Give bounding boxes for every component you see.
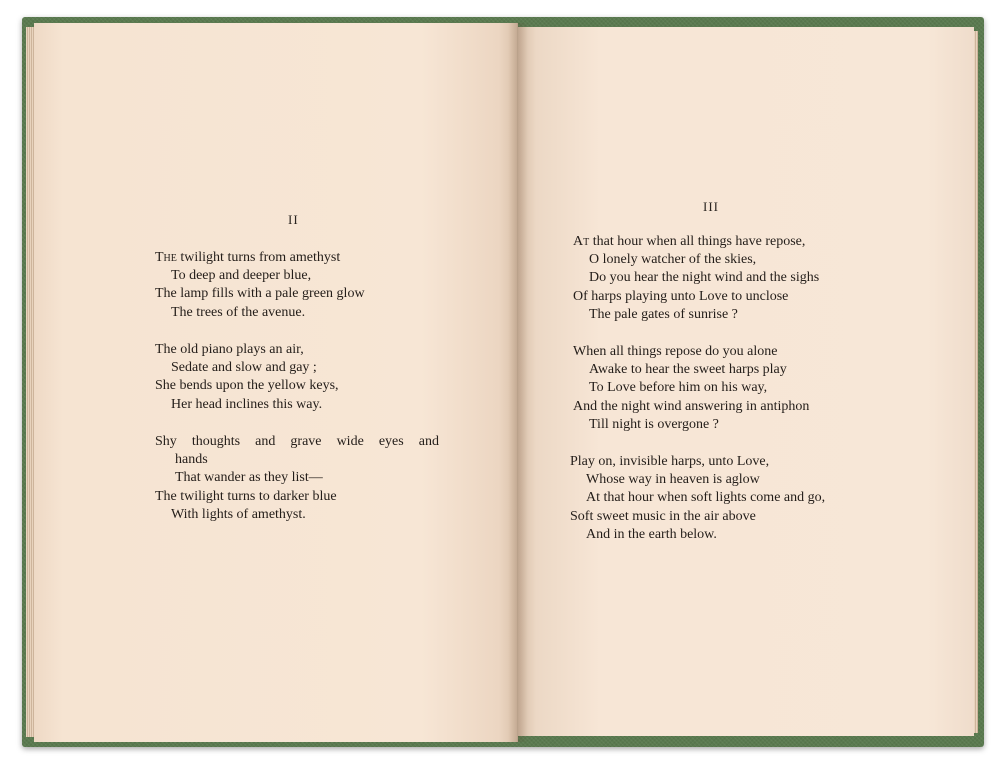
poem-line: Play on, invisible harps, unto Love,: [570, 454, 770, 469]
poem-line: Her head inclines this way.: [171, 396, 323, 412]
poem-line: At that hour when all things have repose,: [573, 234, 806, 249]
stanza-3: [155, 433, 439, 524]
poem-line: And the night wind answering in antiphon: [573, 398, 810, 414]
poem-line: Shy thoughts and grave wide eyes and: [155, 434, 439, 449]
poem-line: Whose way in heaven is aglow: [586, 472, 760, 488]
poem-line: When all things repose do you alone: [573, 344, 778, 359]
poem-line: To deep and deeper blue,: [171, 268, 312, 284]
poem-line: And in the earth below.: [586, 526, 717, 542]
poem-line: Do you hear the night wind and the sighs: [589, 270, 820, 286]
poem-line: O lonely watcher of the skies,: [589, 252, 757, 268]
stanza-1: [573, 233, 819, 324]
poem-line: hands: [175, 452, 208, 468]
poem-line: With lights of amethyst.: [171, 506, 306, 522]
poem-line: That wander as they list—: [175, 470, 323, 486]
stanza-2: [155, 341, 339, 414]
poem-line: Awake to hear the sweet harps play: [589, 362, 787, 378]
poem-line: Soft sweet music in the air above: [570, 508, 756, 524]
poem-line: The old piano plays an air,: [155, 342, 304, 357]
poem-line: At that hour when soft lights come and go,: [586, 490, 826, 506]
poem-line: The twilight turns to darker blue: [155, 488, 337, 504]
poem-line: She bends upon the yellow keys,: [155, 378, 339, 394]
poem-line: The twilight turns from amethyst: [155, 250, 341, 265]
stanza-1: [155, 249, 365, 322]
stanza-2: [573, 343, 809, 434]
section-numeral: III: [703, 199, 719, 214]
poem-line: Sedate and slow and gay ;: [171, 360, 317, 376]
poem-line: The pale gates of sunrise ?: [589, 306, 738, 322]
section-numeral: II: [288, 212, 299, 227]
poem-line: The trees of the avenue.: [171, 304, 306, 320]
right-page: [518, 27, 974, 736]
stanza-3: [570, 453, 825, 544]
book-gutter: [508, 23, 528, 742]
poem-line: The lamp fills with a pale green glow: [155, 286, 365, 302]
poem-line: Till night is overgone ?: [589, 416, 719, 432]
left-page: [34, 23, 518, 742]
poem-line: Of harps playing unto Love to unclose: [573, 288, 789, 304]
poem-line: To Love before him on his way,: [589, 380, 768, 396]
